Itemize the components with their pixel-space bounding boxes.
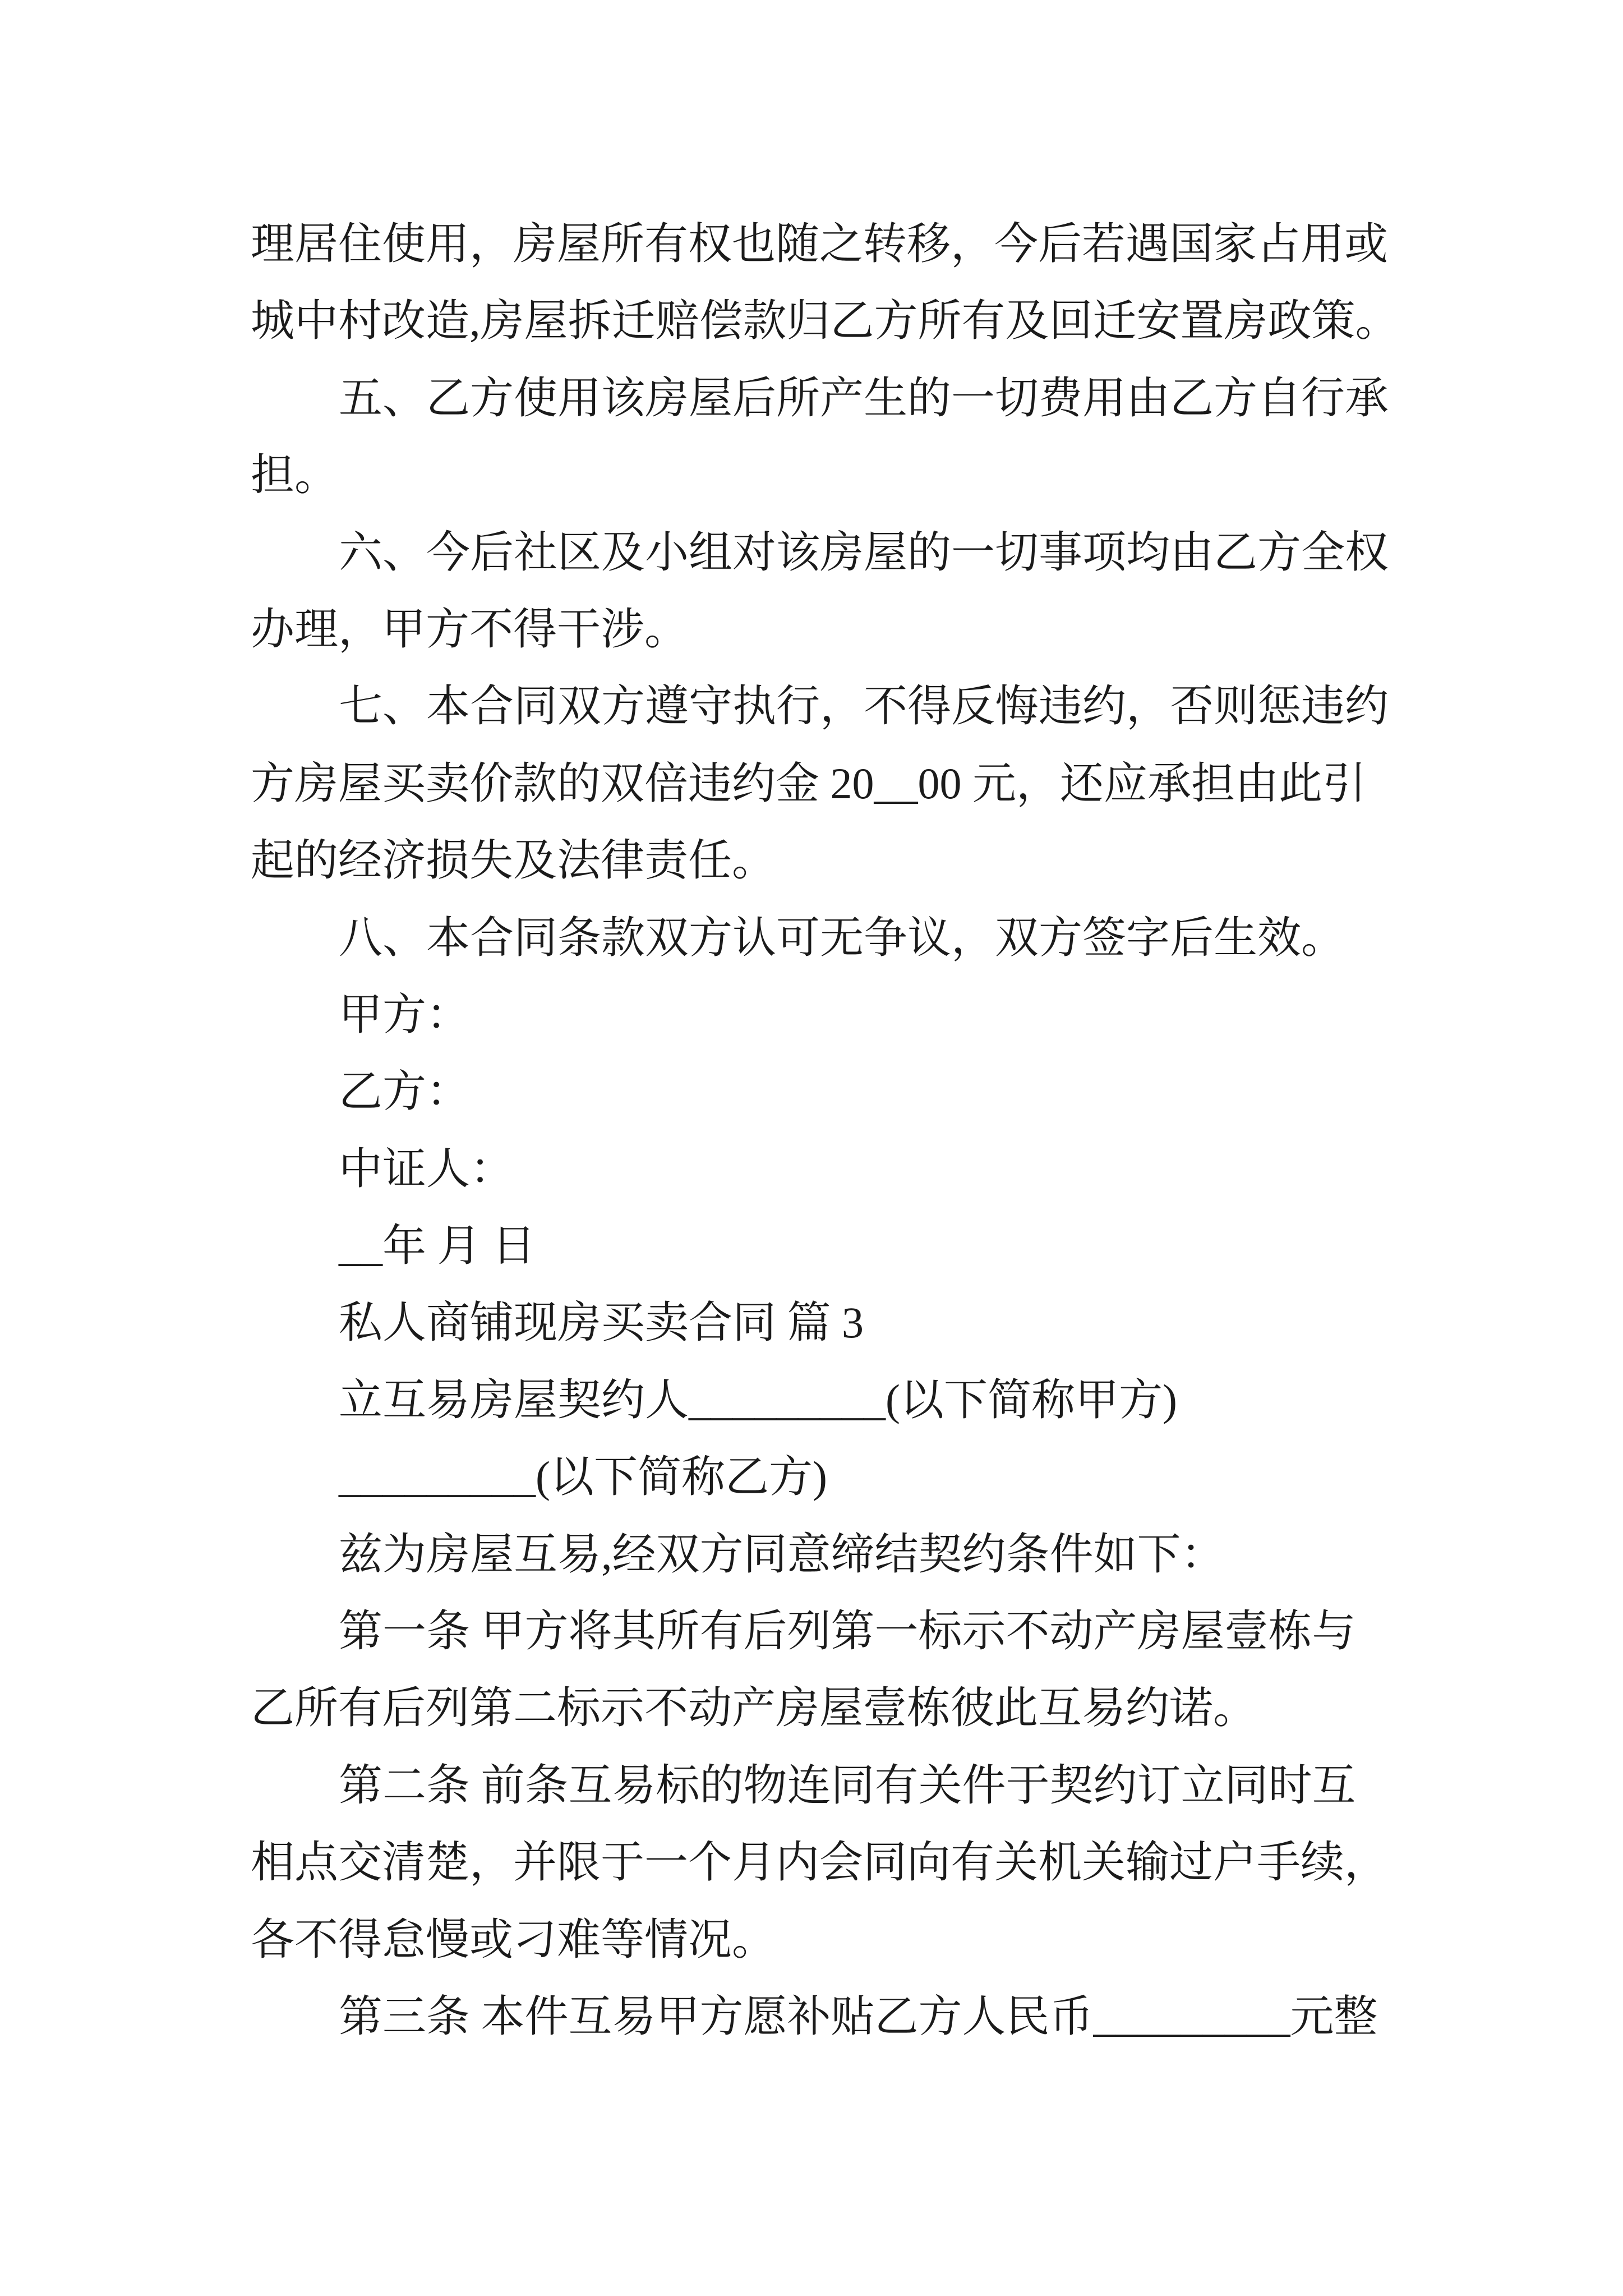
article-one: 第一条 甲方将其所有后列第一标示不动产房屋壹栋与 [339, 1607, 1356, 1656]
party-a-signature-line: 甲方： [339, 990, 471, 1039]
section-title: 私人商铺现房买卖合同 篇 3 [339, 1298, 864, 1347]
paragraph-line: 乙所有后列第二标示不动产房屋壹栋彼此互易约诺。 [251, 1683, 1257, 1733]
article-three: 第三条 本件互易甲方愿补贴乙方人民币_________元整 [339, 1991, 1378, 2041]
party-b-signature-line: 乙方： [339, 1067, 471, 1116]
paragraph-line: 起的经济损失及法律责任。 [251, 836, 776, 885]
clause-seven: 七、本合同双方遵守执行，不得反悔违约，否则惩违约 [339, 682, 1389, 731]
party-a-intro: 立互易房屋契约人_________(以下简称甲方) [339, 1375, 1177, 1424]
party-b-intro: _________(以下简称乙方) [339, 1452, 827, 1502]
paragraph-line: 城中村改造,房屋拆迁赔偿款归乙方所有及回迁安置房政策。 [251, 296, 1399, 346]
date-line: __年 月 日 [339, 1221, 536, 1271]
paragraph-line: 担。 [251, 450, 339, 500]
clause-six: 六、今后社区及小组对该房屋的一切事项均由乙方全权 [339, 527, 1389, 577]
paragraph-line: 相点交清楚，并限于一个月内会同向有关机关输过户手续， [251, 1838, 1389, 1887]
clause-eight: 八、本合同条款双方认可无争议，双方签字后生效。 [339, 913, 1345, 962]
paragraph-line: 理居住使用，房屋所有权也随之转移，今后若遇国家占用或 [251, 219, 1389, 268]
preamble-line: 兹为房屋互易,经双方同意缔结契约条件如下： [339, 1529, 1225, 1579]
article-two: 第二条 前条互易标的物连同有关件于契约订立同时互 [339, 1760, 1356, 1810]
witness-signature-line: 中证人： [339, 1144, 514, 1193]
clause-five: 五、乙方使用该房屋后所产生的一切费用由乙方自行承 [339, 373, 1389, 422]
paragraph-line: 各不得怠慢或刁难等情况。 [251, 1915, 776, 1964]
paragraph-line: 方房屋买卖价款的双倍违约金 20__00 元，还应承担由此引 [251, 758, 1367, 808]
paragraph-line: 办理，甲方不得干涉。 [251, 604, 689, 654]
